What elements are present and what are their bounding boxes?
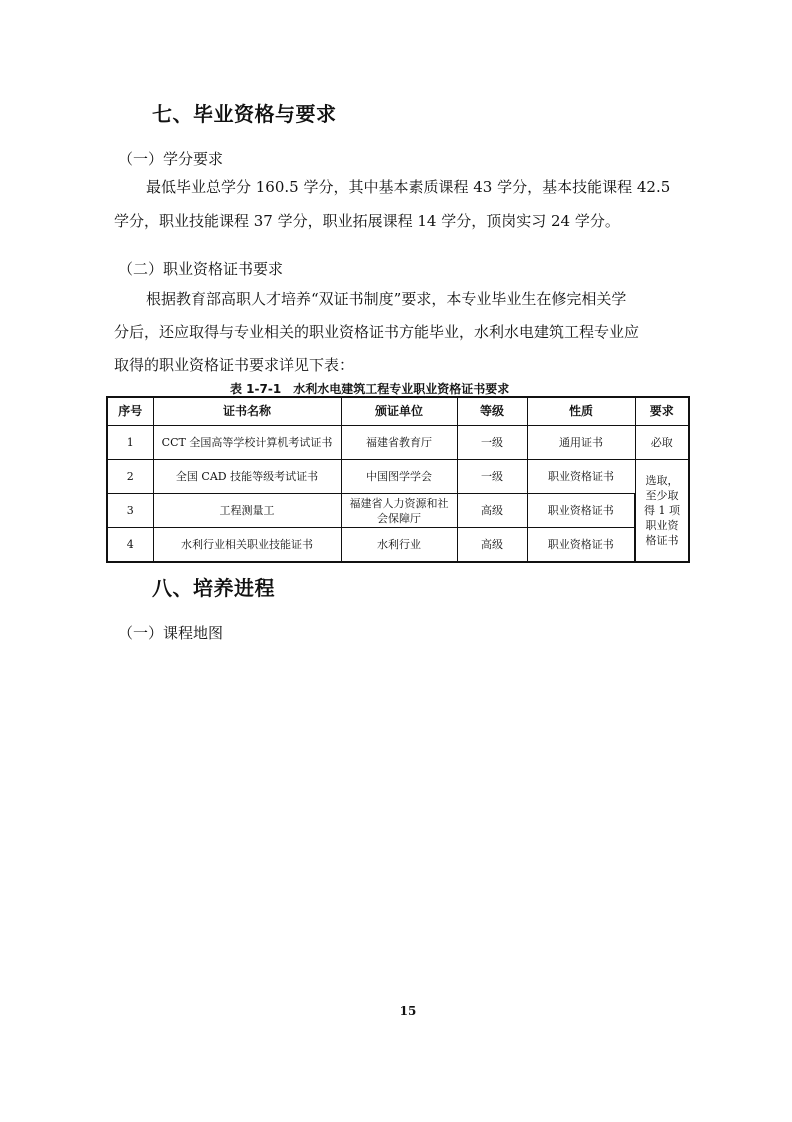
credit-requirements-line-1: 最低毕业总学分 160.5 学分，其中基本素质课程 43 学分，基本技能课程 42.5 bbox=[146, 178, 671, 196]
cell-merged-requirement: 选取，至少取得 1 项职业资格证书 bbox=[635, 460, 689, 563]
cell-no: 3 bbox=[107, 494, 153, 528]
certificate-table bbox=[106, 396, 690, 563]
header-level: 等级 bbox=[457, 397, 527, 426]
header-no: 序号 bbox=[107, 397, 153, 426]
cell-certificate-name: 全国 CAD 技能等级考试证书 bbox=[153, 460, 341, 494]
table-row bbox=[107, 460, 689, 494]
cell-nature: 职业资格证书 bbox=[527, 528, 635, 563]
header-certificate-name: 证书名称 bbox=[153, 397, 341, 426]
cell-level: 一级 bbox=[457, 460, 527, 494]
cell-certificate-name: CCT 全国高等学校计算机考试证书 bbox=[153, 426, 341, 460]
cell-nature: 职业资格证书 bbox=[527, 494, 635, 528]
cell-level: 高级 bbox=[457, 494, 527, 528]
cell-issuer: 福建省人力资源和社会保障厅 bbox=[341, 494, 457, 528]
certificate-paragraph-line-2: 分后，还应取得与专业相关的职业资格证书方能毕业，水利水电建筑工程专业应 bbox=[114, 323, 640, 341]
table-row bbox=[107, 426, 689, 460]
course-map-heading: （一）课程地图 bbox=[118, 624, 224, 642]
cell-issuer: 福建省教育厅 bbox=[341, 426, 457, 460]
cell-issuer: 水利行业 bbox=[341, 528, 457, 563]
certificate-paragraph-line-1: 根据教育部高职人才培养“双证书制度”要求，本专业毕业生在修完相关学 bbox=[146, 290, 627, 308]
header-issuer: 颁证单位 bbox=[341, 397, 457, 426]
cell-issuer: 中国图学学会 bbox=[341, 460, 457, 494]
certificate-paragraph-line-3: 取得的职业资格证书要求详见下表： bbox=[114, 356, 355, 374]
cell-no: 4 bbox=[107, 528, 153, 563]
table-header-row bbox=[107, 397, 689, 426]
cell-nature: 职业资格证书 bbox=[527, 460, 635, 494]
cell-no: 2 bbox=[107, 460, 153, 494]
section-7-title: 七、毕业资格与要求 bbox=[152, 102, 337, 126]
page-number: 15 bbox=[399, 1004, 417, 1018]
cell-certificate-name: 工程测量工 bbox=[153, 494, 341, 528]
table-row bbox=[107, 528, 689, 563]
table-row bbox=[107, 494, 689, 528]
cell-level: 一级 bbox=[457, 426, 527, 460]
cell-certificate-name: 水利行业相关职业技能证书 bbox=[153, 528, 341, 563]
header-requirement: 要求 bbox=[635, 397, 689, 426]
cell-no: 1 bbox=[107, 426, 153, 460]
cell-nature: 通用证书 bbox=[527, 426, 635, 460]
credit-requirements-heading: （一）学分要求 bbox=[118, 150, 224, 168]
cell-requirement: 必取 bbox=[635, 426, 689, 460]
table-caption: 表 1-7-1 水利水电建筑工程专业职业资格证书要求 bbox=[230, 382, 510, 396]
cell-level: 高级 bbox=[457, 528, 527, 563]
header-nature: 性质 bbox=[527, 397, 635, 426]
certificate-requirements-heading: （二）职业资格证书要求 bbox=[118, 260, 284, 278]
credit-requirements-line-2: 学分，职业技能课程 37 学分，职业拓展课程 14 学分，顶岗实习 24 学分。 bbox=[114, 212, 620, 230]
section-8-title: 八、培养进程 bbox=[152, 576, 275, 600]
